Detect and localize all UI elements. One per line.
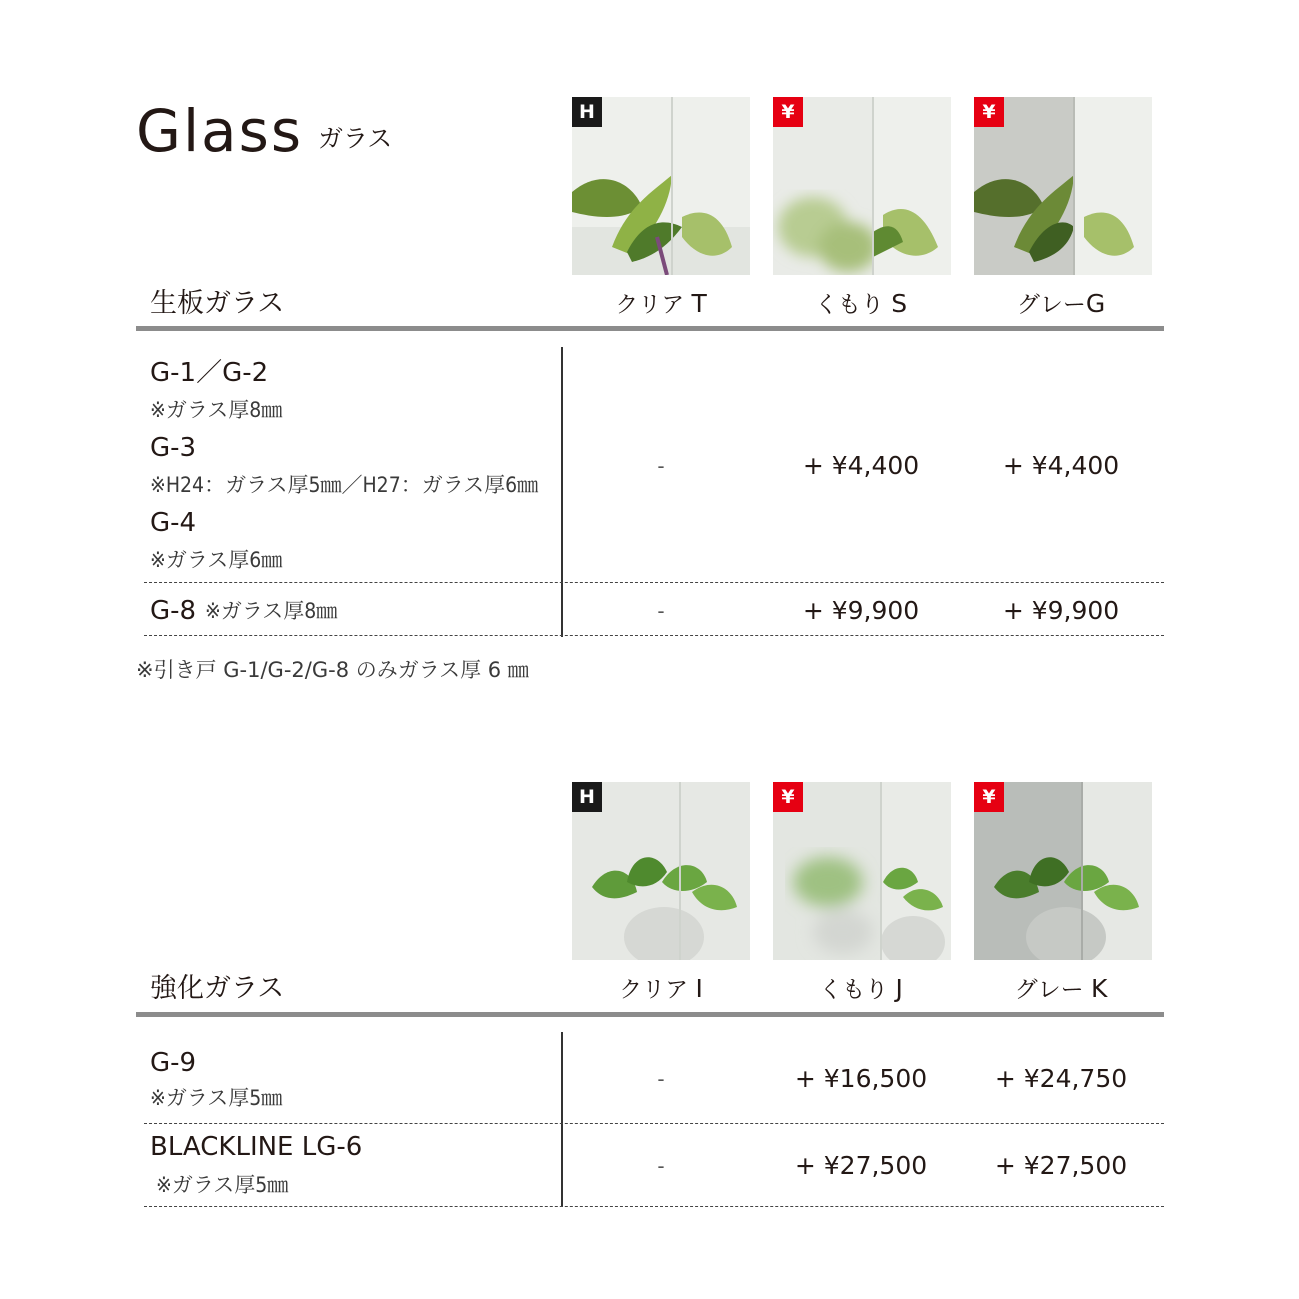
row-divider	[144, 1206, 1164, 1207]
section-label-tempered-glass: 強化ガラス	[150, 973, 285, 1004]
swatch-gray-k	[974, 782, 1152, 960]
header-rule	[136, 326, 1164, 331]
model-code: G-4	[150, 508, 197, 538]
section-label-raw-glass: 生板ガラス	[150, 288, 285, 319]
column-label-clear: クリア I	[619, 974, 703, 1003]
column-label-frosted: くもり S	[814, 289, 908, 318]
model-code: G-3	[150, 433, 197, 463]
model-note: ※ガラス厚8㎜	[205, 599, 338, 623]
column-label-clear: クリア T	[615, 289, 707, 318]
column-label-gray: グレー K	[1014, 974, 1108, 1003]
price-cell: + ¥4,400	[1002, 451, 1120, 480]
header-rule	[136, 1012, 1164, 1017]
price-cell: + ¥27,500	[994, 1151, 1128, 1180]
page-title: Glass	[136, 97, 304, 165]
row-divider	[144, 1123, 1164, 1124]
price-cell: + ¥9,900	[802, 596, 920, 625]
price-cell: + ¥27,500	[794, 1151, 928, 1180]
price-cell: + ¥16,500	[794, 1064, 928, 1093]
price-cell: + ¥24,750	[994, 1064, 1128, 1093]
price-cell: + ¥9,900	[1002, 596, 1120, 625]
model-code: G-8	[150, 596, 197, 626]
page-subtitle: ガラス	[318, 124, 393, 153]
footnote: ※引き戸 G-1/G-2/G-8 のみガラス厚 6 ㎜	[136, 658, 529, 682]
column-label-frosted: くもり J	[819, 974, 903, 1003]
price-cell: + ¥4,400	[802, 451, 920, 480]
swatch-clear-i	[572, 782, 750, 960]
model-note: ※ガラス厚8㎜	[150, 398, 283, 422]
price-cell: -	[657, 1067, 665, 1091]
model-note: ※H24：ガラス厚5㎜／H27：ガラス厚6㎜	[150, 473, 539, 497]
yen-badge: ¥	[773, 97, 803, 127]
model-code: G-9	[150, 1048, 197, 1078]
swatch-frosted-s	[773, 97, 951, 275]
yen-badge: ¥	[773, 782, 803, 812]
model-note: ※ガラス厚6㎜	[150, 548, 283, 572]
h-badge: H	[572, 782, 602, 812]
row-divider	[144, 582, 1164, 583]
model-note: ※ガラス厚5㎜	[150, 1086, 283, 1110]
swatch-gray-g	[974, 97, 1152, 275]
model-note: ※ガラス厚5㎜	[156, 1173, 289, 1197]
yen-badge: ¥	[974, 97, 1004, 127]
row-divider	[144, 635, 1164, 636]
yen-badge: ¥	[974, 782, 1004, 812]
price-cell: -	[657, 454, 665, 478]
price-cell: -	[657, 1154, 665, 1178]
h-badge: H	[572, 97, 602, 127]
swatch-frosted-j	[773, 782, 951, 960]
swatch-clear-t	[572, 97, 750, 275]
model-code: BLACKLINE LG-6	[150, 1132, 363, 1162]
model-code: G-1／G-2	[150, 358, 269, 388]
price-cell: -	[657, 599, 665, 623]
column-label-gray: グレーG	[1016, 289, 1106, 318]
